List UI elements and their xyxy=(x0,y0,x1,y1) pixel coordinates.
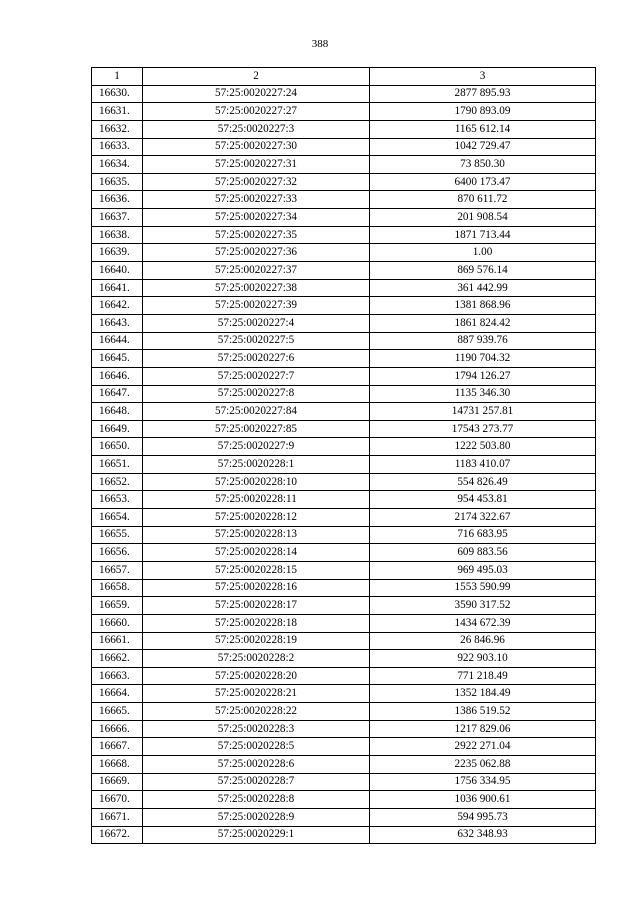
table-row xyxy=(92,103,596,121)
row-number-cell: 16642. xyxy=(92,297,143,315)
cadastral-number-cell: 57:25:0020228:6 xyxy=(143,755,370,773)
row-number-cell: 16660. xyxy=(92,614,143,632)
cadastral-value-cell: 1756 334.95 xyxy=(370,773,596,791)
cadastral-value-cell: 2235 062.88 xyxy=(370,755,596,773)
table-row xyxy=(92,650,596,668)
cadastral-number-cell: 57:25:0020227:85 xyxy=(143,420,370,438)
cadastral-number-cell: 57:25:0020227:32 xyxy=(143,173,370,191)
row-number-cell: 16647. xyxy=(92,385,143,403)
cadastral-number-cell: 57:25:0020228:12 xyxy=(143,509,370,527)
row-number-cell: 16643. xyxy=(92,314,143,332)
cadastral-value-cell: 1042 729.47 xyxy=(370,138,596,156)
table-row xyxy=(92,314,596,332)
cadastral-value-cell: 1135 346.30 xyxy=(370,385,596,403)
cadastral-number-cell: 57:25:0020228:16 xyxy=(143,579,370,597)
table-row xyxy=(92,244,596,262)
cadastral-value-cell: 954 453.81 xyxy=(370,491,596,509)
table-row xyxy=(92,403,596,421)
cadastral-value-table xyxy=(91,67,596,844)
cadastral-number-cell: 57:25:0020228:1 xyxy=(143,456,370,474)
row-number-cell: 16649. xyxy=(92,420,143,438)
table-row xyxy=(92,85,596,103)
cadastral-value-cell: 1386 519.52 xyxy=(370,703,596,721)
row-number-cell: 16640. xyxy=(92,262,143,280)
cadastral-value-cell: 1222 503.80 xyxy=(370,438,596,456)
table-row xyxy=(92,279,596,297)
cadastral-value-cell: 870 611.72 xyxy=(370,191,596,209)
cadastral-number-cell: 57:25:0020228:13 xyxy=(143,526,370,544)
cadastral-value-cell: 887 939.76 xyxy=(370,332,596,350)
cadastral-number-cell: 57:25:0020227:37 xyxy=(143,262,370,280)
cadastral-number-cell: 57:25:0020227:27 xyxy=(143,103,370,121)
cadastral-value-cell: 1794 126.27 xyxy=(370,367,596,385)
row-number-cell: 16630. xyxy=(92,85,143,103)
row-number-cell: 16648. xyxy=(92,403,143,421)
cadastral-number-cell: 57:25:0020227:5 xyxy=(143,332,370,350)
table-row xyxy=(92,226,596,244)
table-row xyxy=(92,561,596,579)
cadastral-number-cell: 57:25:0020228:19 xyxy=(143,632,370,650)
cadastral-number-cell: 57:25:0020228:15 xyxy=(143,561,370,579)
table-row xyxy=(92,826,596,844)
cadastral-number-cell: 57:25:0020227:3 xyxy=(143,120,370,138)
table-row xyxy=(92,597,596,615)
row-number-cell: 16670. xyxy=(92,791,143,809)
cadastral-number-cell: 57:25:0020227:30 xyxy=(143,138,370,156)
row-number-cell: 16631. xyxy=(92,103,143,121)
cadastral-value-cell: 922 903.10 xyxy=(370,650,596,668)
cadastral-value-cell: 1217 829.06 xyxy=(370,720,596,738)
cadastral-number-cell: 57:25:0020227:7 xyxy=(143,367,370,385)
table-row xyxy=(92,720,596,738)
table-row xyxy=(92,350,596,368)
cadastral-value-cell: 26 846.96 xyxy=(370,632,596,650)
cadastral-value-cell: 1036 900.61 xyxy=(370,791,596,809)
table-row xyxy=(92,544,596,562)
row-number-cell: 16655. xyxy=(92,526,143,544)
cadastral-value-cell: 1.00 xyxy=(370,244,596,262)
table-row xyxy=(92,367,596,385)
cadastral-number-cell: 57:25:0020228:9 xyxy=(143,808,370,826)
column-header-cadastral-number: 2 xyxy=(143,68,370,86)
cadastral-number-cell: 57:25:0020228:7 xyxy=(143,773,370,791)
row-number-cell: 16672. xyxy=(92,826,143,844)
table-row xyxy=(92,703,596,721)
row-number-cell: 16650. xyxy=(92,438,143,456)
cadastral-value-cell: 1790 893.09 xyxy=(370,103,596,121)
cadastral-number-cell: 57:25:0020227:33 xyxy=(143,191,370,209)
cadastral-number-cell: 57:25:0020227:38 xyxy=(143,279,370,297)
row-number-cell: 16661. xyxy=(92,632,143,650)
row-number-cell: 16637. xyxy=(92,209,143,227)
table-row xyxy=(92,579,596,597)
row-number-cell: 16662. xyxy=(92,650,143,668)
column-header-value: 3 xyxy=(370,68,596,86)
cadastral-number-cell: 57:25:0020228:14 xyxy=(143,544,370,562)
row-number-cell: 16633. xyxy=(92,138,143,156)
cadastral-value-cell: 554 826.49 xyxy=(370,473,596,491)
cadastral-number-cell: 57:25:0020227:6 xyxy=(143,350,370,368)
cadastral-value-cell: 14731 257.81 xyxy=(370,403,596,421)
cadastral-number-cell: 57:25:0020227:9 xyxy=(143,438,370,456)
cadastral-number-cell: 57:25:0020228:3 xyxy=(143,720,370,738)
cadastral-number-cell: 57:25:0020228:17 xyxy=(143,597,370,615)
row-number-cell: 16656. xyxy=(92,544,143,562)
cadastral-value-cell: 1434 672.39 xyxy=(370,614,596,632)
cadastral-number-cell: 57:25:0020227:84 xyxy=(143,403,370,421)
cadastral-number-cell: 57:25:0020227:35 xyxy=(143,226,370,244)
table-row xyxy=(92,156,596,174)
page-number: 388 xyxy=(311,38,329,50)
table-row xyxy=(92,808,596,826)
cadastral-value-cell: 869 576.14 xyxy=(370,262,596,280)
row-number-cell: 16659. xyxy=(92,597,143,615)
table-row xyxy=(92,773,596,791)
cadastral-number-cell: 57:25:0020228:11 xyxy=(143,491,370,509)
row-number-cell: 16632. xyxy=(92,120,143,138)
row-number-cell: 16667. xyxy=(92,738,143,756)
cadastral-value-cell: 3590 317.52 xyxy=(370,597,596,615)
column-header-number: 1 xyxy=(92,68,143,86)
cadastral-value-cell: 2877 895.93 xyxy=(370,85,596,103)
table-row xyxy=(92,420,596,438)
row-number-cell: 16638. xyxy=(92,226,143,244)
cadastral-number-cell: 57:25:0020228:18 xyxy=(143,614,370,632)
table-row xyxy=(92,456,596,474)
cadastral-value-cell: 6400 173.47 xyxy=(370,173,596,191)
table-row xyxy=(92,332,596,350)
table-row xyxy=(92,738,596,756)
row-number-cell: 16665. xyxy=(92,703,143,721)
cadastral-value-cell: 716 683.95 xyxy=(370,526,596,544)
row-number-cell: 16652. xyxy=(92,473,143,491)
row-number-cell: 16666. xyxy=(92,720,143,738)
cadastral-value-cell: 1165 612.14 xyxy=(370,120,596,138)
cadastral-value-cell: 1190 704.32 xyxy=(370,350,596,368)
cadastral-value-cell: 1871 713.44 xyxy=(370,226,596,244)
cadastral-number-cell: 57:25:0020228:22 xyxy=(143,703,370,721)
table-row xyxy=(92,438,596,456)
row-number-cell: 16639. xyxy=(92,244,143,262)
cadastral-number-cell: 57:25:0020228:21 xyxy=(143,685,370,703)
table-row xyxy=(92,138,596,156)
table-row xyxy=(92,120,596,138)
cadastral-value-cell: 201 908.54 xyxy=(370,209,596,227)
row-number-cell: 16634. xyxy=(92,156,143,174)
row-number-cell: 16668. xyxy=(92,755,143,773)
row-number-cell: 16663. xyxy=(92,667,143,685)
cadastral-value-cell: 73 850.30 xyxy=(370,156,596,174)
cadastral-number-cell: 57:25:0020227:31 xyxy=(143,156,370,174)
table-row xyxy=(92,685,596,703)
table-header-row xyxy=(92,68,596,86)
table-row xyxy=(92,473,596,491)
row-number-cell: 16654. xyxy=(92,509,143,527)
table-row xyxy=(92,173,596,191)
cadastral-number-cell: 57:25:0020227:8 xyxy=(143,385,370,403)
table-row xyxy=(92,491,596,509)
table-row xyxy=(92,526,596,544)
cadastral-number-cell: 57:25:0020227:34 xyxy=(143,209,370,227)
table-row xyxy=(92,755,596,773)
row-number-cell: 16669. xyxy=(92,773,143,791)
table-row xyxy=(92,191,596,209)
table-body xyxy=(92,85,596,844)
cadastral-number-cell: 57:25:0020227:4 xyxy=(143,314,370,332)
table-row xyxy=(92,509,596,527)
table-row xyxy=(92,632,596,650)
cadastral-value-cell: 1381 868.96 xyxy=(370,297,596,315)
table-row xyxy=(92,262,596,280)
cadastral-value-cell: 771 218.49 xyxy=(370,667,596,685)
cadastral-value-cell: 2174 322.67 xyxy=(370,509,596,527)
cadastral-value-cell: 1861 824.42 xyxy=(370,314,596,332)
cadastral-value-cell: 632 348.93 xyxy=(370,826,596,844)
cadastral-value-cell: 2922 271.04 xyxy=(370,738,596,756)
cadastral-value-cell: 594 995.73 xyxy=(370,808,596,826)
cadastral-value-cell: 1553 590.99 xyxy=(370,579,596,597)
table-row xyxy=(92,791,596,809)
cadastral-value-cell: 969 495.03 xyxy=(370,561,596,579)
cadastral-value-cell: 17543 273.77 xyxy=(370,420,596,438)
row-number-cell: 16658. xyxy=(92,579,143,597)
cadastral-number-cell: 57:25:0020228:20 xyxy=(143,667,370,685)
row-number-cell: 16651. xyxy=(92,456,143,474)
row-number-cell: 16657. xyxy=(92,561,143,579)
cadastral-number-cell: 57:25:0020227:36 xyxy=(143,244,370,262)
cadastral-value-cell: 361 442.99 xyxy=(370,279,596,297)
row-number-cell: 16653. xyxy=(92,491,143,509)
cadastral-number-cell: 57:25:0020228:2 xyxy=(143,650,370,668)
row-number-cell: 16635. xyxy=(92,173,143,191)
cadastral-number-cell: 57:25:0020227:39 xyxy=(143,297,370,315)
table-row xyxy=(92,614,596,632)
row-number-cell: 16671. xyxy=(92,808,143,826)
cadastral-number-cell: 57:25:0020228:10 xyxy=(143,473,370,491)
row-number-cell: 16636. xyxy=(92,191,143,209)
table-row xyxy=(92,667,596,685)
cadastral-value-cell: 1352 184.49 xyxy=(370,685,596,703)
cadastral-value-cell: 609 883.56 xyxy=(370,544,596,562)
cadastral-number-cell: 57:25:0020228:5 xyxy=(143,738,370,756)
row-number-cell: 16641. xyxy=(92,279,143,297)
row-number-cell: 16646. xyxy=(92,367,143,385)
row-number-cell: 16644. xyxy=(92,332,143,350)
table-row xyxy=(92,385,596,403)
cadastral-value-cell: 1183 410.07 xyxy=(370,456,596,474)
row-number-cell: 16664. xyxy=(92,685,143,703)
table-row xyxy=(92,297,596,315)
row-number-cell: 16645. xyxy=(92,350,143,368)
cadastral-number-cell: 57:25:0020229:1 xyxy=(143,826,370,844)
cadastral-number-cell: 57:25:0020228:8 xyxy=(143,791,370,809)
table-row xyxy=(92,209,596,227)
cadastral-number-cell: 57:25:0020227:24 xyxy=(143,85,370,103)
